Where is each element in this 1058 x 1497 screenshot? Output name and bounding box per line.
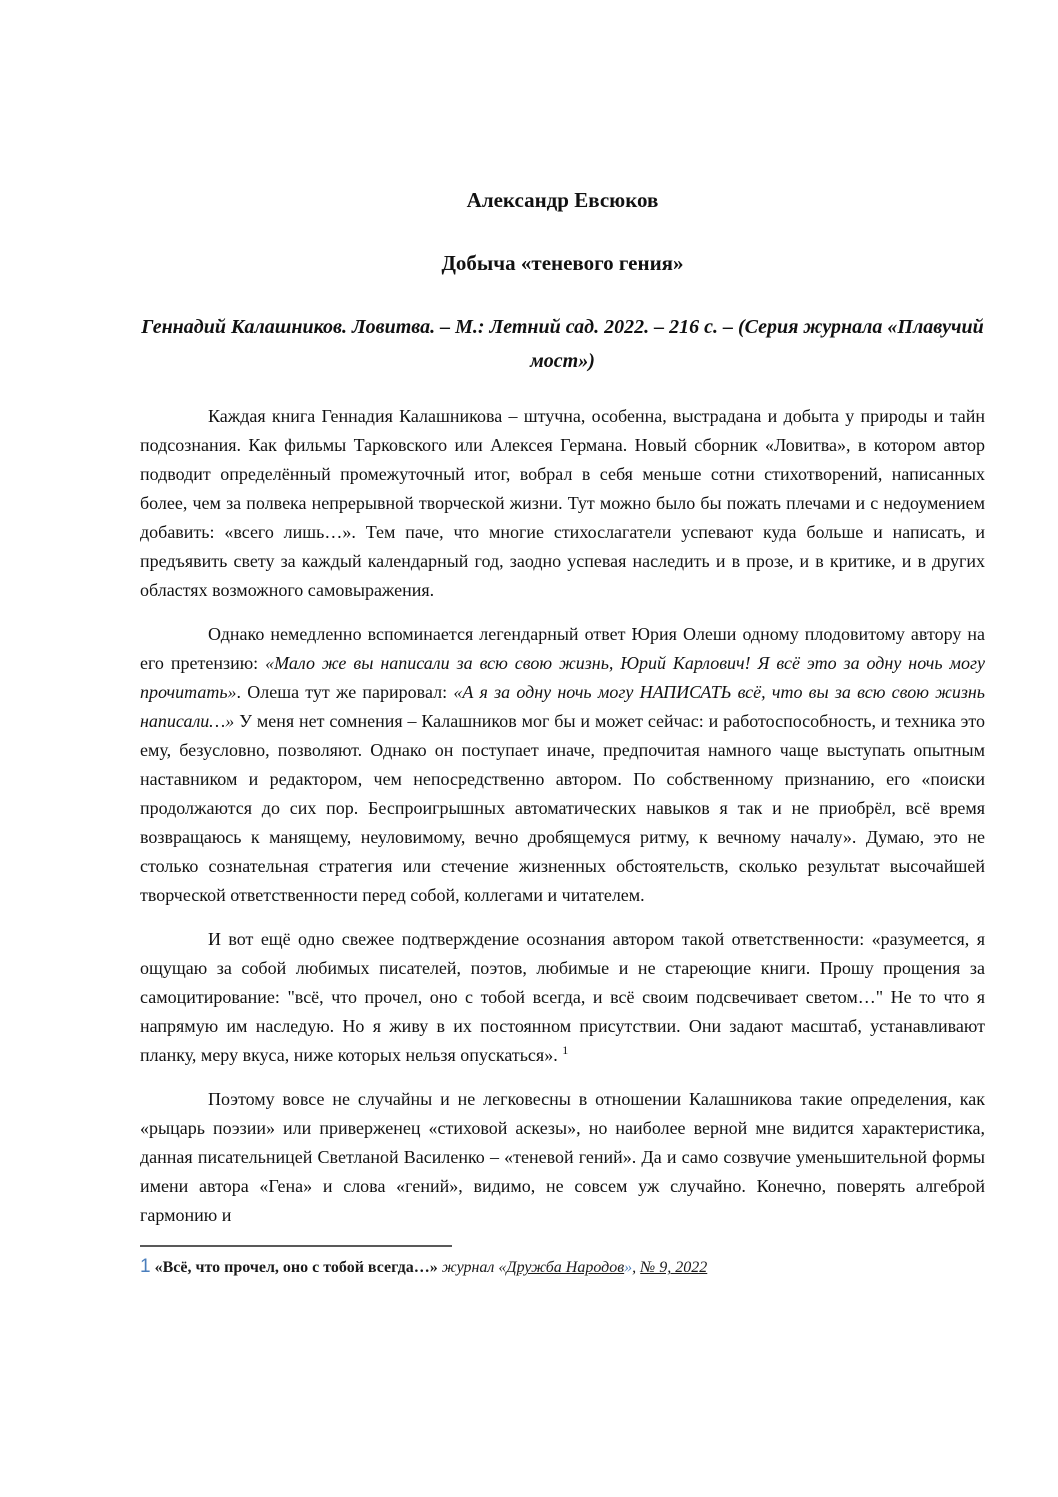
text-run: Каждая книга Геннадия Калашникова – штучна, особенна, выстрадана и добыта у природы и тайн подсознания. Как фильмы Тарковского или Алексея Германа. Новый сборник «Ловитва», в котором автор подводит определённый промежуточный итог, вобрал в себя меньше сотни стихотворений, написанных более, чем за полвека непрерывной творческой жизни. Тут можно было бы пожать плечами и с недоумением добавить: «всего лишь…». Тем паче, что многие стихослагатели успевают куда больше и написать, и предъявить свету за каждый календарный год, заодно успевая наследить и в прозе, и в критике, и в других областях возможного самовыражения.: [140, 406, 985, 601]
text-run: Поэтому вовсе не случайны и не легковесны в отношении Калашникова такие определения, как «рыцарь поэзии» или приверженец «стиховой аскезы», но наиболее верной мне видится характеристика, данная писательницей Светланой Василенко – «теневой гений». Да и само созвучие уменьшительной формы имени автора «Гена» и слова «гений», видимо, не совсем уж случайно. Конечно, поверять алгеброй гармонию и: [140, 1089, 985, 1226]
text-run: Дружба Народов: [506, 1259, 625, 1277]
paragraph-1: [140, 402, 985, 605]
text-run: № 9, 2022: [640, 1259, 708, 1277]
bibliography-reference: Геннадий Калашников. Ловитва. – М.: Летний сад. 2022. – 216 с. – (Серия журнала «Плавучий мост»): [141, 316, 984, 373]
text-run: . Олеша тут же парировал:: [236, 682, 454, 703]
text-run: «А я за одну ночь могу НАПИСАТЬ всё, что вы за всю свою жизнь написали…»: [140, 682, 985, 732]
paragraph-4: [140, 1085, 985, 1230]
text-run: У меня нет сомнения – Калашников мог бы и может сейчас: и работоспособность, и техника это ему, безусловно, позволяют. Однако он поступает иначе, предпочитая намного чаще выступать опытным наставником и редактором, чем непосредственно автором. По собственному признанию, его «поиски продолжаются до сих пор. Беспроигрышных автоматических навыков я так и не приобрёл, всё время возвращаюсь к манящему, неуловимому, вечно дробящемуся ритму, к вечному началу». Думаю, это не столько сознательная стратегия или стечение жизненных обстоятельств, сколько результат высочайшей творческой ответственности перед собой, коллегами и читателем.: [140, 711, 985, 906]
text-run: «Мало же вы написали за всю свою жизнь, Юрий Карлович! Я всё это за одну ночь могу прочитать»: [140, 653, 985, 703]
text-run: ,: [632, 1259, 641, 1277]
text-run: »: [624, 1259, 633, 1277]
text-run: И вот ещё одно свежее подтверждение осознания автором такой ответственности: «разумеется, я ощущаю за собой любимых писателей, поэтов, любимые и не стареющие книги. Прошу прощения за самоцитирование: "всё, что прочел, оно с тобой всегда, и всё своим подсвечивает светом…" Не то что я напрямую им наследую. Но я живу в их постоянном присутствии. Они задают масштаб, устанавливают планку, меру вкуса, ниже которых нельзя опускаться».: [140, 929, 985, 1066]
footnote: [140, 1255, 985, 1280]
article-body: [140, 402, 985, 1230]
text-run: «Всё, что прочел, оно с тобой всегда…»: [150, 1259, 442, 1277]
text-run: Однако немедленно вспоминается легендарный ответ Юрия Олеши одному плодовитому автору на его претензию:: [140, 624, 985, 674]
article-title: Добыча «теневого гения»: [441, 251, 684, 276]
author-heading: Александр Евсюков: [466, 188, 659, 212]
footnote-block: [140, 1245, 985, 1280]
footnote-marker: 1: [140, 1256, 151, 1278]
paragraph-2: [140, 620, 985, 910]
footnote-separator: [140, 1245, 452, 1247]
footnote-reference-superscript: 1: [562, 1043, 569, 1058]
paragraph-3: [140, 925, 985, 1070]
text-run: журнал «: [441, 1259, 507, 1277]
